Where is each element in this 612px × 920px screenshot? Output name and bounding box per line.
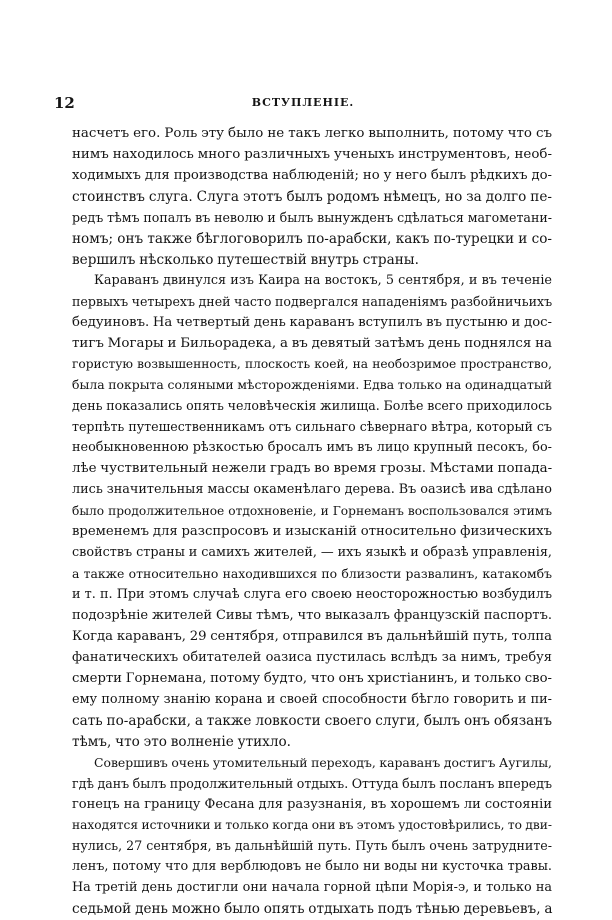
paragraph-1 xyxy=(72,124,552,271)
text-line: гористую возвышенность, плоскость коей, на необозримое пространство, xyxy=(72,357,552,372)
text-line: нимъ находилось много различныхъ ученыхъ инструментовъ, необ- xyxy=(72,146,552,162)
text-line: подозрѣніе жителей Сивы тѣмъ, что выказалъ французскій паспортъ. xyxy=(72,607,552,623)
text-line: смерти Горнемана, потому будто, что онъ христіанинъ, и только сво- xyxy=(72,670,552,686)
text-line: Караванъ двинулся изъ Каира на востокъ, 5 сентября, и въ теченіе xyxy=(94,272,552,288)
paragraph-3 xyxy=(72,753,552,920)
text-line: тѣмъ, что это волненіе утихло. xyxy=(72,733,291,750)
text-line: первыхъ четырехъ дней часто подвергался нападеніямъ разбойничьихъ xyxy=(72,293,553,309)
text-line: лись значительныя массы окаменѣлаго дерева. Въ оазисѣ ива сдѣлано xyxy=(72,482,552,498)
text-line: фанатическихъ обитателей оазиса пустилась вслѣдъ за нимъ, требуя xyxy=(72,649,552,665)
text-line: необыкновенною рѣзкостью бросалъ имъ въ лицо крупный песокъ, бо- xyxy=(72,440,552,456)
text-line: вершилъ нѣсколько путешествій внутрь страны. xyxy=(72,251,419,268)
text-line: тигъ Могары и Бильорадека, а въ девятый затѣмъ день поднялся на xyxy=(72,335,552,351)
text-line: номъ; онъ также бѣглоговорилъ по-арабски, какъ по-турецки и со- xyxy=(72,230,552,247)
paragraph-2 xyxy=(72,271,552,753)
text-line: было продолжительное отдохновеніе, и Горнеманъ воспользовался этимъ xyxy=(72,504,552,519)
page-header xyxy=(54,94,552,114)
text-line: нулись, 27 сентября, въ дальнѣйшій путь. Путь былъ очень затруднитe- xyxy=(72,838,552,854)
text-line: лѣе чуствительный нежели градъ во время грозы. Мѣстами попада- xyxy=(72,461,553,477)
text-line: гдѣ данъ былъ продолжительный отдыхъ. Оттуда былъ посланъ впередъ xyxy=(72,775,552,791)
text-line: а также относительно находившихся по близости развалинъ, катакомбъ xyxy=(72,566,552,582)
text-line: Когда караванъ, 29 сентября, отправился въ дальнѣйшій путь, толпа xyxy=(72,628,552,644)
text-line: терпѣть путешественникамъ отъ сильнаго сѣвернаго вѣтра, который съ xyxy=(72,419,552,435)
text-line: день показались опять человѣческія жилища. Болѣе всего приходилось xyxy=(72,398,552,414)
text-line: стоинствъ слуга. Слуга этотъ былъ родомъ нѣмецъ, но за долго пе- xyxy=(72,188,552,205)
text-line: находятся источники и только когда они въ этомъ удостовѣрились, то дви- xyxy=(72,818,552,833)
text-line: временемъ для разспросовъ и изысканій относительно физическихъ xyxy=(72,524,552,540)
text-line: седьмой день можно было опять отдыхать подъ тѣнью деревьевъ, а xyxy=(72,901,553,918)
text-line: свойствъ страны и самихъ жителей, — ихъ языкѣ и образѣ управленія, xyxy=(72,545,552,561)
text-line: была покрыта соляными мѣсторожденіями. Едва только на одинадцатый xyxy=(72,377,552,393)
text-line: насчетъ его. Роль эту было не такъ легко выполнить, потому что съ xyxy=(72,126,552,141)
running-head: ВСТУПЛЕНІЕ. xyxy=(251,96,355,109)
page-number: 12 xyxy=(54,94,75,112)
text-line: бедуиновъ. На четвертый день караванъ вступилъ въ пустыню и дос- xyxy=(72,314,552,330)
text-line: ленъ, потому что для верблюдовъ не было ни воды ни кусточка травы. xyxy=(72,859,552,875)
text-line: ходимыхъ для производства наблюденій; но у него былъ рѣдкихъ до- xyxy=(72,167,552,183)
body-text xyxy=(72,124,552,920)
text-line: редъ тѣмъ попалъ въ неволю и былъ вынужденъ сдѣлаться магометани- xyxy=(72,209,552,225)
text-line: сать по-арабски, а также ловкости своего слуги, былъ онъ обязанъ xyxy=(72,712,552,729)
text-line: ему полному знанію корана и своей способности бѣгло говорить и пи- xyxy=(72,691,552,707)
text-line: Совершивъ очень утомительный переходъ, караванъ достигъ Аугилы, xyxy=(94,754,552,770)
text-line: гонецъ на границу Фесана для разузнанія, въ хорошемъ ли состояніи xyxy=(72,796,552,812)
text-line: и т. п. При этомъ случаѣ слуга его своею неосторожностью возбудилъ xyxy=(72,586,552,602)
text-line: На третій день достигли они начала горной цѣпи Морія-э, и только на xyxy=(72,880,552,896)
